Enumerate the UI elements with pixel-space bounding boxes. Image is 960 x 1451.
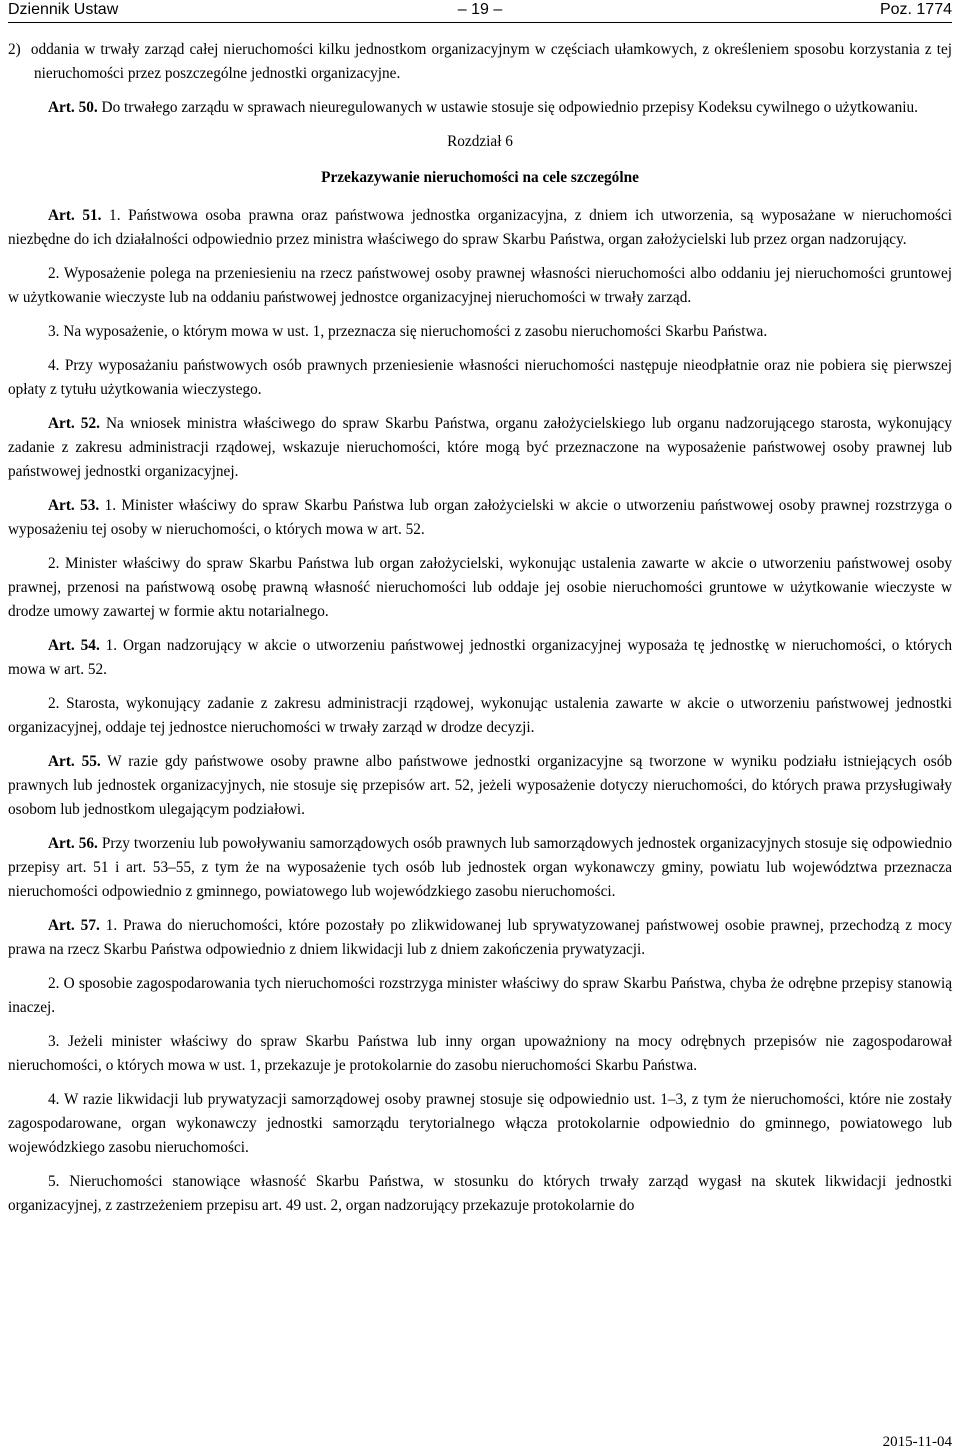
article-57-par-3: 3. Jeżeli minister właściwy do spraw Skarbu Państwa lub inny organ upoważniony na mocy odrębnych przepisów nie zagospodarował nieruchomości, o których mowa w ust. 1, przekazuje je protokolarnie do zasobu nieruchomości Skarbu Państwa. [8,1033,952,1074]
article-54-par-1: Art. 54. 1. Organ nadzorujący w akcie o utworzeniu państwowej jednostki organizacyjnej wyposaża tę jednostkę w nieruchomości, o których mowa w art. 52. [8,637,952,678]
article-56: Art. 56. Przy tworzeniu lub powoływaniu samorządowych osób prawnych lub samorządowych jednostek organizacyjnych stosuje się odpowiednio przepisy art. 51 i art. 53–55, z tym że na wyposażenie tych osób lub jednostek organ wykonawczy gminy, powiatu lub województwa przeznacza nieruchomości odpowiednio z gminnego, powiatowego lub wojewódzkiego zasobu nieruchomości. [8,835,952,900]
page-number: – 19 – [457,1,503,18]
article-51-par-4: 4. Przy wyposażaniu państwowych osób prawnych przeniesienie własności nieruchomości następuje nieodpłatnie oraz nie pobiera się pierwszej opłaty z tytułu użytkowania wieczystego. [8,357,952,398]
article-57-par-1: Art. 57. 1. Prawa do nieruchomości, które pozostały po zlikwidowanej lub sprywatyzowanej państwowej osobie prawnej, przechodzą z mocy prawa na rzecz Skarbu Państwa odpowiednio z dniem likwidacji lub z dniem zakończenia prywatyzacji. [8,917,953,958]
document-date: 2015-11-04 [882,1434,952,1450]
document-body [8,38,952,1218]
article-57-par-5: 5. Nieruchomości stanowiące własność Skarbu Państwa, w stosunku do których trwały zarząd wygasł na skutek likwidacji jednostki organizacyjnej, z zastrzeżeniem przepisu art. 49 ust. 2, organ nadzorujący przekazuje protokolarnie do [8,1173,952,1214]
article-55: Art. 55. W razie gdy państwowe osoby prawne albo państwowe jednostki organizacyjne są tworzone w wyniku podziału istniejących osób prawnych lub jednostek organizacyjnych, nie stosuje się przepisów art. 52, jeżeli wyposażenie dotyczy nieruchomości, do których prawa przysługiwały osobom lub jednostkom ulegającym podziałowi. [8,753,953,818]
article-53-par-2: 2. Minister właściwy do spraw Skarbu Państwa lub organ założycielski, wykonując ustalenia zawarte w akcie o utworzeniu państwowej osoby prawnej, przenosi na państwową osobę prawną własność nieruchomości lub oddaje jej osobie nieruchomości gruntowe w użytkowanie wieczyste w drodze umowy zawartej w formie aktu notarialnego. [8,555,952,620]
position-number: Poz. 1774 [879,1,952,18]
article-51-par-2: 2. Wyposażenie polega na przeniesieniu na rzecz państwowej osoby prawnej własności nieruchomości albo oddaniu jej nieruchomości gruntowej w użytkowanie wieczyste lub na oddaniu państwowej jednostce organizacyjnej nieruchomości w trwały zarząd. [8,265,952,306]
article-53-par-1: Art. 53. 1. Minister właściwy do spraw Skarbu Państwa lub organ założycielski w akcie o utworzeniu państwowej osoby prawnej rozstrzyga o wyposażeniu tej osoby w nieruchomości, o których mowa w art. 52. [8,497,953,538]
article-54-par-2: 2. Starosta, wykonujący zadanie z zakresu administracji rządowej, wykonując ustalenia zawarte w akcie o utworzeniu państwowej jednostki organizacyjnej, oddaje tej jednostce nieruchomości w trwały zarząd w drodze decyzji. [8,695,952,736]
article-52: Art. 52. Na wniosek ministra właściwego do spraw Skarbu Państwa, organu założycielskiego lub organu nadzorującego starosta, wykonujący zadanie z zakresu administracji rządowej, wskazuje nieruchomości, które mogą być przeznaczone na wyposażenie państwowej osoby prawnej lub państwowej jednostki organizacyjnej. [8,415,952,480]
journal-name: Dziennik Ustaw [8,1,119,18]
chapter-heading: Rozdział 6 [447,133,513,150]
article-57-par-4: 4. W razie likwidacji lub prywatyzacji samorządowej osoby prawnej stosuje się odpowiednio ust. 1–3, z tym że nieruchomości, które nie zostały zagospodarowane, organ wykonawczy jednostki samorządu terytorialnego włącza protokolarnie odpowiednio do gminnego, powiatowego lub wojewódzkiego zasobu nieruchomości. [8,1091,952,1156]
article-51-par-1: Art. 51. 1. Państwowa osoba prawna oraz państwowa jednostka organizacyjna, z dniem ich utworzenia, są wyposażane w nieruchomości niezbędne do ich działalności odpowiednio przez ministra właściwego do spraw Skarbu Państwa, organ założycielski lub przez organ nadzorujący. [8,207,952,248]
list-item-2: 2) oddania w trwały zarząd całej nieruchomości kilku jednostkom organizacyjnym w częściach ułamkowych, z określeniem sposobu korzystania z tej nieruchomości przez poszczególne jednostki organizacyjne. [8,41,952,82]
article-51-par-3: 3. Na wyposażenie, o którym mowa w ust. 1, przeznacza się nieruchomości z zasobu nieruchomości Skarbu Państwa. [48,323,768,340]
chapter-title: Przekazywanie nieruchomości na cele szczególne [321,169,639,186]
header-rule [8,22,952,23]
article-57-par-2: 2. O sposobie zagospodarowania tych nieruchomości rozstrzyga minister właściwy do spraw Skarbu Państwa, chyba że odrębne przepisy stanowią inaczej. [8,975,952,1016]
article-50: Art. 50. Do trwałego zarządu w sprawach nieuregulowanych w ustawie stosuje się odpowiednio przepisy Kodeksu cywilnego o użytkowaniu. [48,99,918,116]
